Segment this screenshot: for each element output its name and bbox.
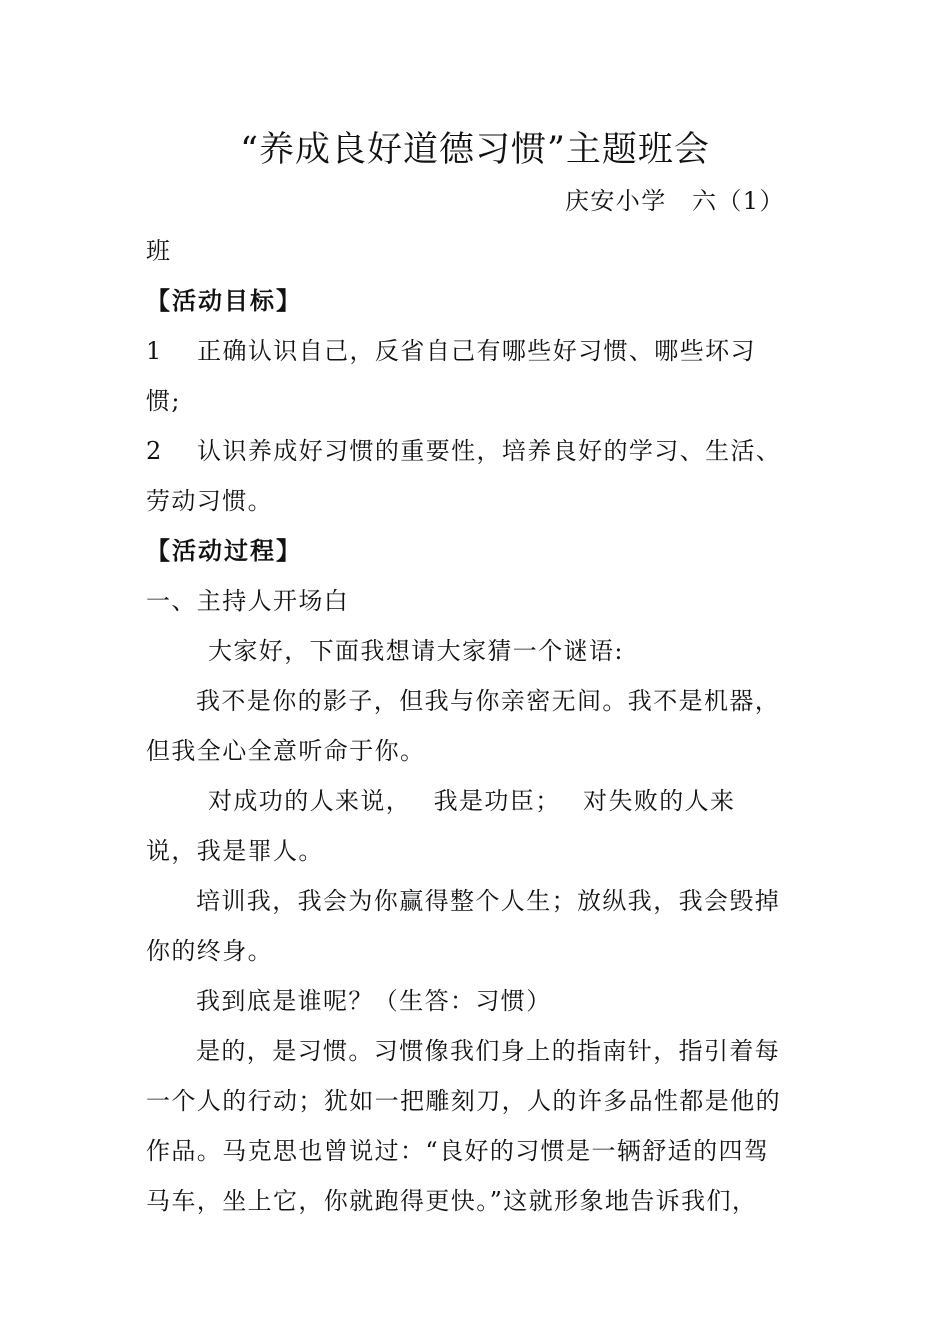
text-line: 1 正确认识自己，反省自己有哪些好习惯、哪些坏习 (146, 337, 756, 365)
text-line: 劳动习惯。 (146, 487, 273, 515)
text-line: 班 (146, 237, 172, 265)
author-line: 庆安小学 六（1） (565, 187, 785, 215)
text-line: 作品。马克思也曾说过：“良好的习惯是一辆舒适的四驾 (146, 1137, 770, 1165)
text-line: 说，我是罪人。 (146, 837, 324, 865)
text-line: 一、主持人开场白 (146, 587, 350, 615)
text-line: 是的，是习惯。习惯像我们身上的指南针，指引着每 (196, 1037, 781, 1065)
text-line: 大家好，下面我想请大家猜一个谜语: (208, 637, 624, 665)
text-line: 但我全心全意听命于你。 (146, 737, 426, 765)
text-line: 一个人的行动；犹如一把雕刻刀，人的许多品性都是他的 (146, 1087, 781, 1115)
text-line: 培训我，我会为你赢得整个人生；放纵我，我会毁掉 (196, 887, 781, 915)
section-heading-goals: 【活动目标】 (146, 286, 302, 315)
text-line: 2 认识养成好习惯的重要性，培养良好的学习、生活、 (146, 437, 782, 465)
text-line: 马车，坐上它，你就跑得更快。”这就形象地告诉我们， (146, 1187, 758, 1215)
text-line: 我到底是谁呢？（生答：习惯） (196, 987, 552, 1015)
text-line: 对成功的人来说， 我是功臣； 对失败的人来 (208, 787, 736, 815)
text-line: 我不是你的影子，但我与你亲密无间。我不是机器， (196, 687, 781, 715)
document-title: “养成良好道德习惯”主题班会 (240, 130, 710, 170)
text-line: 你的终身。 (146, 937, 273, 965)
text-line: 惯; (146, 387, 181, 415)
section-heading-process: 【活动过程】 (146, 536, 302, 565)
